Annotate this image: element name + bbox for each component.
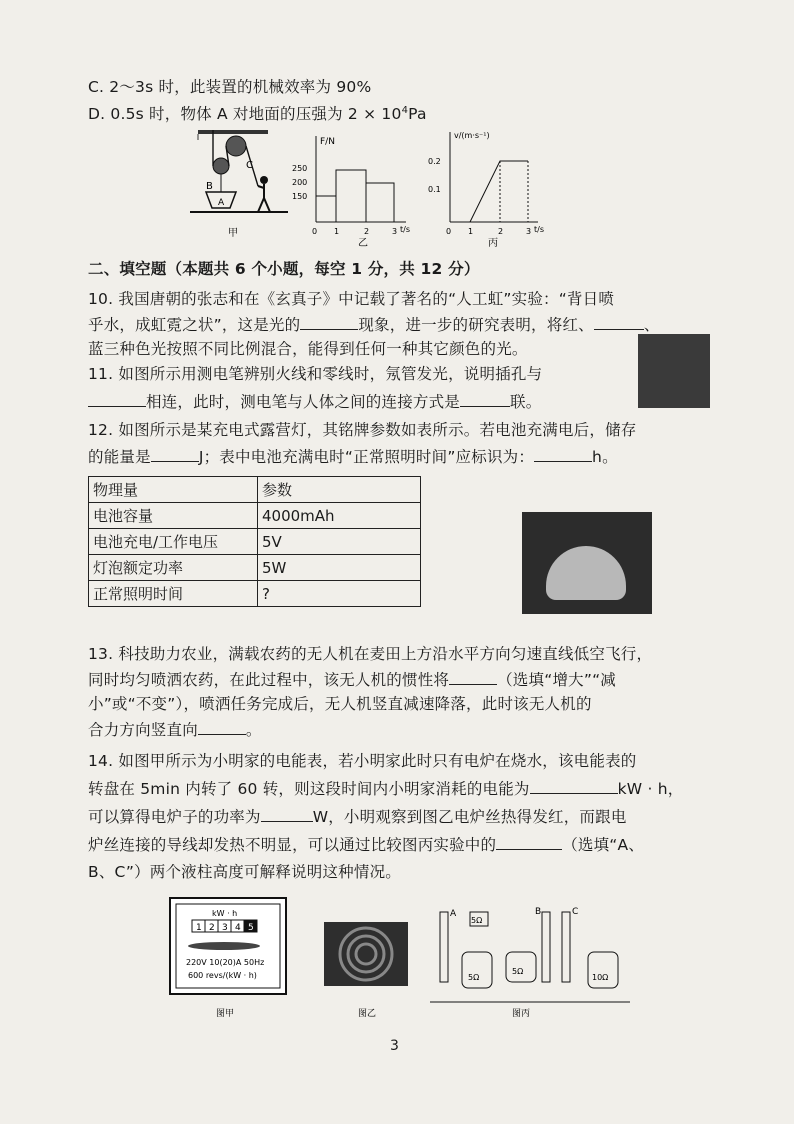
svg-text:3: 3 [526, 227, 532, 236]
svg-text:A: A [218, 198, 225, 208]
table-row: 正常照明时间 ? [89, 581, 421, 607]
svg-text:0: 0 [446, 227, 452, 236]
heater-coil-photo [324, 922, 408, 1019]
svg-text:1: 1 [468, 227, 474, 236]
q14-line4: 炉丝连接的导线却发热不明显，可以通过比较图丙实验中的 （选填“A、 [88, 833, 644, 856]
figure-bottom [160, 892, 660, 1024]
velocity-time-chart [428, 131, 544, 248]
label-bing: 丙 [488, 238, 498, 248]
q10-line2: 乎水，成虹霓之状”，这是光的 现象，进一步的研究表明，将红、 、 [88, 313, 660, 336]
q14-line1: 14. 如图甲所示为小明家的电能表，若小明家此时只有电炉在烧水，该电能表的 [88, 752, 637, 770]
svg-text:2: 2 [364, 227, 370, 236]
section-title: 二、填空题（本题共 6 个小题，每空 1 分，共 12 分） [88, 260, 480, 278]
q10-line1: 10. 我国唐朝的张志和在《玄真子》中记载了著名的“人工虹”实验：“背日喷 [88, 290, 615, 308]
figure-top [188, 126, 568, 248]
svg-text:1: 1 [334, 227, 340, 236]
label-jia: 甲 [228, 228, 238, 239]
force-time-chart [292, 136, 410, 248]
svg-text:5Ω: 5Ω [468, 973, 480, 982]
svg-text:600 revs/(kW · h): 600 revs/(kW · h) [188, 971, 257, 980]
q12-line2: 的能量是 J；表中电池充满电时“正常照明时间”应标识为： h。 [88, 445, 618, 468]
svg-text:10Ω: 10Ω [592, 973, 609, 982]
q14-line3: 可以算得电炉子的功率为 W，小明观察到图乙电炉丝热得发红，而跟电 [88, 805, 627, 828]
energy-meter [170, 898, 286, 1019]
svg-text:0.2: 0.2 [428, 157, 441, 166]
q10-line3: 蓝三种色光按照不同比例混合，能得到任何一种其它颜色的光。 [88, 340, 528, 358]
svg-text:1: 1 [196, 923, 202, 933]
joule-heat-experiment [430, 907, 630, 1019]
svg-text:5Ω: 5Ω [512, 967, 524, 976]
q13-line4: 合力方向竖直向 。 [88, 718, 262, 741]
q13-line2: 同时均匀喷洒农药，在此过程中，该无人机的惯性将 （选填“增大”“减 [88, 668, 616, 691]
svg-text:220V 10(20)A 50Hz: 220V 10(20)A 50Hz [186, 958, 265, 967]
option-c: C. 2～3s 时，此装置的机械效率为 90% [88, 78, 372, 96]
svg-text:5Ω: 5Ω [471, 916, 483, 925]
svg-text:2: 2 [498, 227, 504, 236]
q13-line1: 13. 科技助力农业，满载农药的无人机在麦田上方沿水平方向匀速直线低空飞行， [88, 645, 653, 663]
q11-line1: 11. 如图所示用测电笔辨别火线和零线时，氖管发光，说明插孔与 [88, 365, 543, 383]
svg-text:3: 3 [392, 227, 398, 236]
svg-text:B: B [206, 181, 213, 192]
q11-line2: 相连，此时，测电笔与人体之间的连接方式是 联。 [88, 390, 541, 413]
caption-bing: 图丙 [512, 1009, 531, 1019]
table-row: 电池容量 4000mAh [89, 503, 421, 529]
test-pencil-photo [638, 334, 710, 408]
svg-text:250: 250 [292, 164, 308, 173]
svg-text:3: 3 [222, 923, 228, 933]
svg-text:t/s: t/s [400, 225, 410, 234]
table-header-row: 物理量 参数 [89, 477, 421, 503]
camping-lamp-photo [522, 512, 652, 614]
svg-text:v/(m·s⁻¹): v/(m·s⁻¹) [454, 131, 490, 140]
label-yi: 乙 [358, 238, 368, 248]
q14-line2: 转盘在 5min 内转了 60 转，则这段时间内小明家消耗的电能为 kW · h， [88, 777, 683, 800]
option-d: D. 0.5s 时，物体 A 对地面的压强为 $2 \times 10^4Pa$ [88, 105, 427, 124]
spec-table [88, 476, 421, 607]
q13-line3: 小”或“不变”），喷洒任务完成后，无人机竖直减速降落，此时该无人机的 [88, 695, 592, 713]
page-number: 3 [390, 1038, 399, 1054]
svg-text:0: 0 [312, 227, 318, 236]
pulley-apparatus [190, 130, 288, 239]
svg-text:A: A [450, 909, 457, 919]
q12-line1: 12. 如图所示是某充电式露营灯，其铭牌参数如表所示。若电池充满电后，储存 [88, 421, 637, 439]
svg-text:5: 5 [248, 923, 254, 933]
svg-text:t/s: t/s [534, 225, 544, 234]
q14-line5: B、C”）两个液柱高度可解释说明这种情况。 [88, 863, 401, 881]
lamp-body [546, 546, 626, 600]
caption-yi: 图乙 [358, 1009, 377, 1019]
svg-text:F/N: F/N [320, 137, 335, 147]
svg-text:4: 4 [235, 923, 241, 933]
table-row: 电池充电/工作电压 5V [89, 529, 421, 555]
svg-text:200: 200 [292, 178, 308, 187]
table-row: 灯泡额定功率 5W [89, 555, 421, 581]
svg-text:kW · h: kW · h [212, 909, 238, 918]
caption-jia: 图甲 [216, 1009, 235, 1019]
svg-text:2: 2 [209, 923, 215, 933]
svg-text:C: C [572, 907, 579, 917]
svg-text:C: C [246, 160, 253, 171]
svg-text:B: B [535, 907, 542, 917]
svg-text:0.1: 0.1 [428, 185, 441, 194]
svg-text:150: 150 [292, 192, 308, 201]
